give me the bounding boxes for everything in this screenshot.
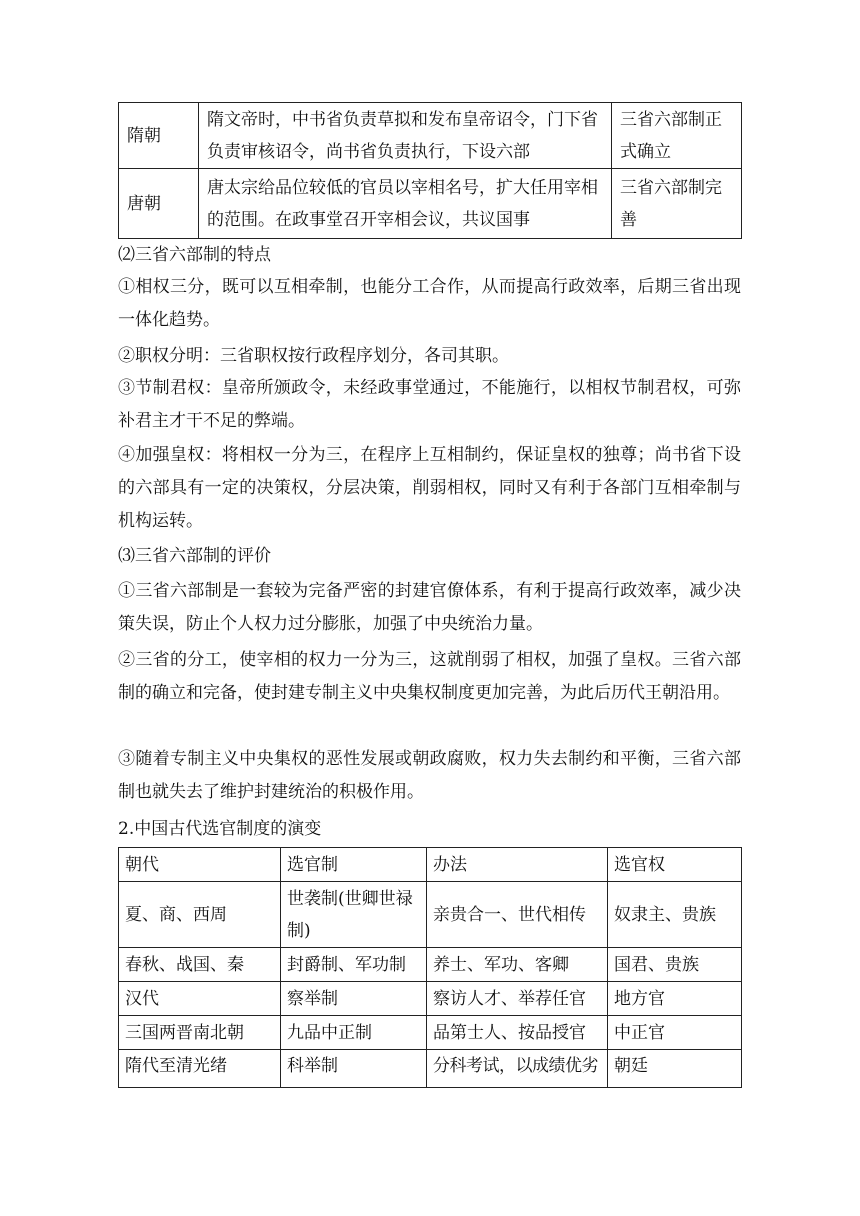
paragraph: ①相权三分，既可以互相牵制，也能分工合作，从而提高行政效率，后期三省出现一体化趋势。 [118, 277, 741, 330]
dynasty-cell: 夏、商、西周 [119, 882, 281, 948]
dynasty-cell: 隋代至清光绪 [119, 1050, 281, 1088]
table-row [119, 103, 742, 169]
header-cell: 朝代 [119, 848, 281, 882]
paragraph: ②职权分明：三省职权按行政程序划分，各司其职。 [118, 346, 509, 366]
section-heading: ⑵三省六部制的特点 [118, 245, 271, 265]
result-cell: 三省六部制完善 [612, 169, 742, 239]
result-cell: 三省六部制正式确立 [612, 103, 742, 169]
header-cell: 选官制 [281, 848, 427, 882]
method-cell: 察访人才、举荐任官 [427, 982, 608, 1016]
authority-cell: 中正官 [608, 1016, 742, 1050]
dynasty-cell: 春秋、战国、秦 [119, 948, 281, 982]
table-row [119, 1050, 742, 1088]
official-selection-table [118, 847, 742, 1088]
content-cell: 隋文帝时，中书省负责草拟和发布皇帝诏令，门下省负责审核诏令，尚书省负责执行，下设六部 [199, 103, 612, 169]
dynasty-cell: 三国两晋南北朝 [119, 1016, 281, 1050]
method-cell: 养士、军功、客卿 [427, 948, 608, 982]
section-heading: ⑶三省六部制的评价 [118, 546, 271, 566]
authority-cell: 奴隶主、贵族 [608, 882, 742, 948]
method-cell: 品第士人、按品授官 [427, 1016, 608, 1050]
dynasty-cell: 隋朝 [119, 103, 199, 169]
system-cell: 九品中正制 [281, 1016, 427, 1050]
authority-cell: 地方官 [608, 982, 742, 1016]
system-cell: 世袭制(世卿世禄制) [281, 882, 427, 948]
table-header-row [119, 848, 742, 882]
paragraph: ①三省六部制是一套较为完备严密的封建官僚体系，有利于提高行政效率，减少决策失误，防止个人权力过分膨胀，加强了中央统治力量。 [118, 581, 741, 634]
authority-cell: 朝廷 [608, 1050, 742, 1088]
dynasty-cell: 汉代 [119, 982, 281, 1016]
content-cell: 唐太宗给品位较低的官员以宰相名号，扩大任用宰相的范围。在政事堂召开宰相会议，共议国事 [199, 169, 612, 239]
authority-cell: 国君、贵族 [608, 948, 742, 982]
method-cell: 亲贵合一、世代相传 [427, 882, 608, 948]
paragraph: ③随着专制主义中央集权的恶性发展或朝政腐败，权力失去制约和平衡，三省六部制也就失去了维护封建统治的积极作用。 [118, 749, 741, 802]
system-cell: 察举制 [281, 982, 427, 1016]
paragraph: ②三省的分工，使宰相的权力一分为三，这就削弱了相权，加强了皇权。三省六部制的确立和完备，使封建专制主义中央集权制度更加完善，为此后历代王朝沿用。 [118, 650, 741, 703]
three-departments-table [118, 102, 742, 239]
header-cell: 选官权 [608, 848, 742, 882]
system-cell: 封爵制、军功制 [281, 948, 427, 982]
header-cell: 办法 [427, 848, 608, 882]
dynasty-cell: 唐朝 [119, 169, 199, 239]
paragraph: ④加强皇权：将相权一分为三，在程序上互相制约，保证皇权的独尊；尚书省下设的六部具有一定的决策权，分层决策，削弱相权，同时又有利于各部门互相牵制与机构运转。 [118, 445, 741, 531]
section-heading: 2.中国古代选官制度的演变 [118, 819, 322, 839]
paragraph: ③节制君权：皇帝所颁政令，未经政事堂通过，不能施行，以相权节制君权，可弥补君主才干不足的弊端。 [118, 378, 741, 431]
table-row [119, 982, 742, 1016]
table-row [119, 882, 742, 948]
method-cell: 分科考试，以成绩优劣 [427, 1050, 608, 1088]
table-row [119, 1016, 742, 1050]
system-cell: 科举制 [281, 1050, 427, 1088]
table-row [119, 948, 742, 982]
table-row [119, 169, 742, 239]
